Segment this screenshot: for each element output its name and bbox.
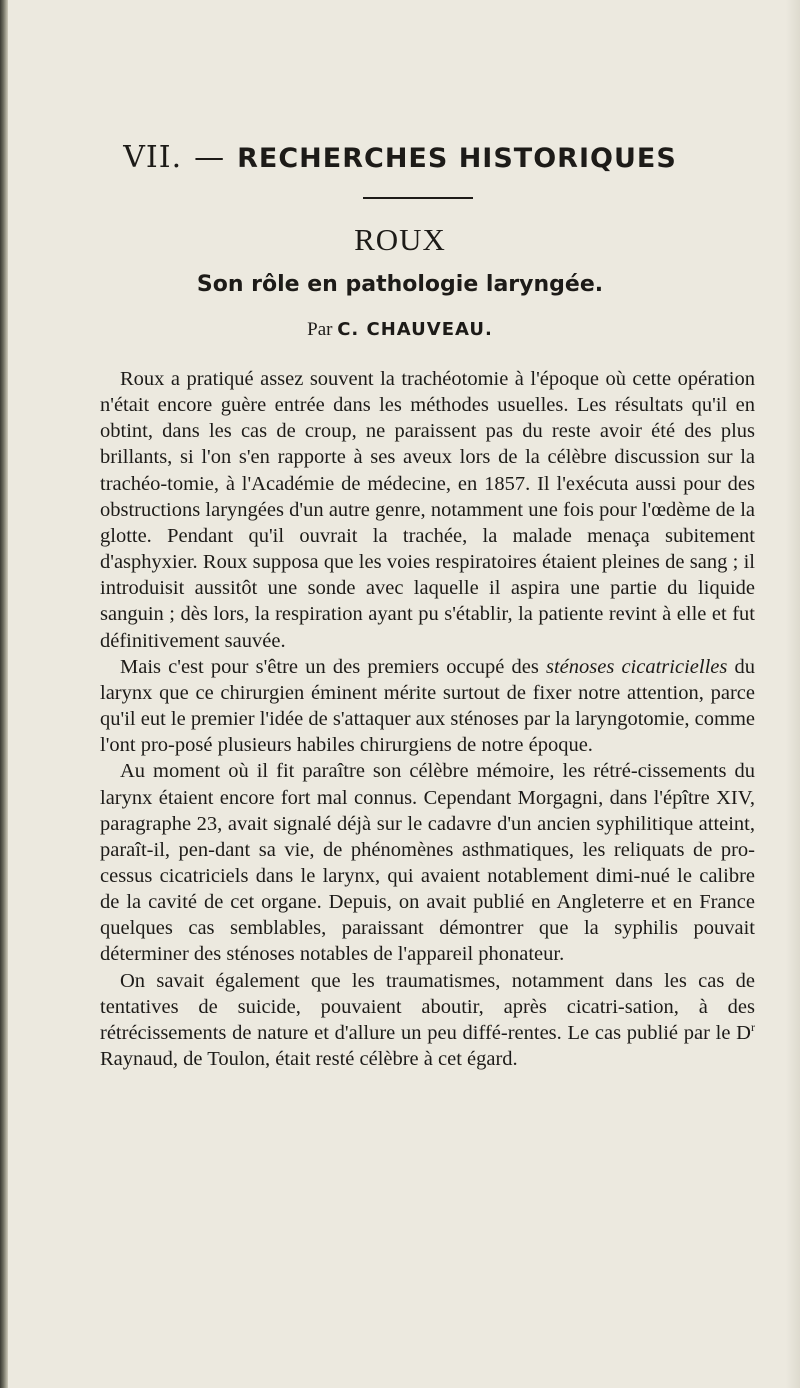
section-number: VII.: [123, 140, 183, 175]
paragraph-2-end: du larynx que ce chirurgien éminent mérite surtout de fixer notre attention, parce qu'il eut le premier l'idée de s'attaquer aux sténoses par la laryngotomie, comme l'ont pro-posé plusieurs habiles chirurgiens de notre époque.: [100, 655, 756, 757]
article-heading: ROUX: [354, 222, 446, 257]
article-subheading: Son rôle en pathologie laryngée.: [196, 272, 604, 297]
byline: [0, 319, 800, 341]
paragraph-4: [100, 968, 755, 1073]
paragraph-2-start: Mais c'est pour s'être un des premiers occupé des: [120, 655, 539, 678]
paragraph-1: Roux a pratiqué assez souvent la trachéotomie à l'époque où cette opération n'était encore guère entrée dans les méthodes usuelles. Les résultats qu'il en obtint, dans les cas de croup, ne paraissent pas du reste avoir été des plus brillants, si l'on s'en rapporte à ses aveux lors de la célèbre discussion sur la trachéo-tomie, à l'Académie de médecine, en 1857. Il l'exécuta aussi pour des obstructions laryngées d'un autre genre, notamment une fois pour l'œdème de la glotte. Pendant qu'il ouvrait la trachée, la malade menaça subitement d'asphyxier. Roux supposa que les voies respiratoires étaient pleines de sang ; il introduisit aussitôt une sonde avec laquelle il aspira une partie du liquide sanguin ; dès lors, la respiration ayant pu s'établir, la patiente revint à elle et fut définitivement sauvée.: [100, 368, 755, 652]
article-body: [100, 366, 755, 1072]
byline-prefix: Par: [307, 319, 333, 340]
paragraph-2-italic-term: sténoses cicatricielles: [545, 655, 728, 678]
paragraph-4-end: Raynaud, de Toulon, était resté célèbre à cet égard.: [100, 1048, 518, 1071]
title-rule-divider: [363, 197, 473, 199]
page-binding-edge: [0, 0, 8, 1388]
paragraph-4-start: On savait également que les traumatismes, notamment dans les cas de tentatives de suicide, pouvaient aboutir, après cicatri-sation, à des rétrécissements de nature et d'allure un peu diffé-rentes. Le cas publié par le D: [100, 969, 755, 1044]
page-right-edge: [786, 0, 800, 1388]
doctor-superscript: r: [751, 1020, 755, 1035]
section-title: [0, 140, 800, 175]
paragraph-3: Au moment où il fit paraître son célèbre mémoire, les rétré-cissements du larynx étaient encore fort mal connus. Cependant Morgagni, dans l'épître XIV, paragraphe 23, avait signalé déjà sur le cadavre d'un ancien syphilitique atteint, paraît-il, pen-dant sa vie, de phénomènes asthmatiques, les reliquats de pro-cessus cicatriciels dans le larynx, qui avaient notablement dimi-nué le calibre de la cavité de cet organe. Depuis, on avait publié en Angleterre et en France quelques cas semblables, paraissant démontrer que la syphilis pouvait déterminer des sténoses notables de l'appareil phonateur.: [100, 760, 755, 966]
section-dash: —: [194, 140, 226, 175]
paragraph-2: [100, 654, 755, 759]
section-title-text: RECHERCHES HISTORIQUES: [237, 143, 677, 174]
byline-author: C. CHAUVEAU.: [337, 319, 493, 340]
